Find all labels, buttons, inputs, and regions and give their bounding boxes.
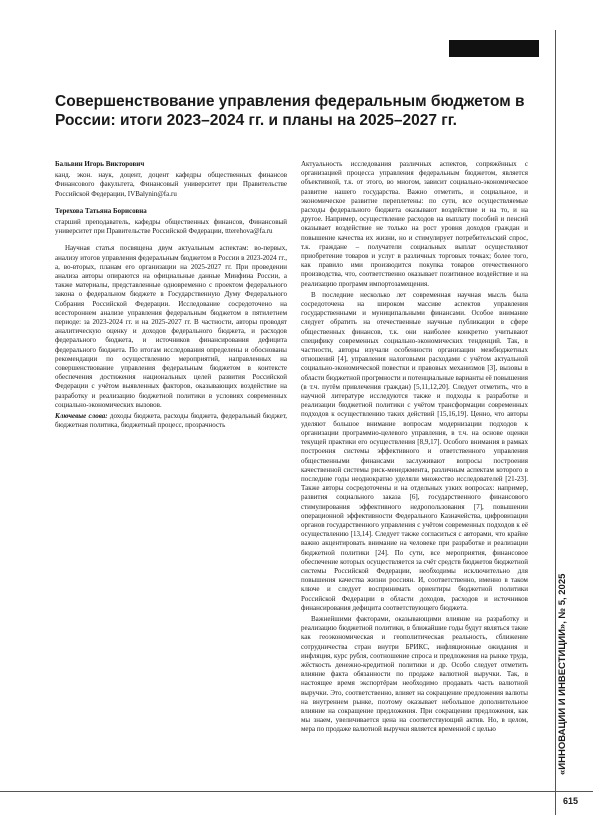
right-column (301, 160, 528, 737)
abstract: Научная статья посвящена двум актуальным аспектам: во-первых, анализу итогов управления федеральным бюджетом в России в 2023-2024 гг., а, во-вторых, планам его организации на 2025-2027 гг. При проведении анализа авторы опираются на официальные данные Минфина России, а также материалы, представленные одновременно с проектом федерального закона о федеральном бюджете в Государственную Думу Федерального Собрания Российской Федерации. Исследование сосредоточено на всестороннем анализе управления федеральным бюджетом в пятилетнем периоде: за 2023-2024 гг. и на 2025-2027 гг. В частности, авторы проводят аналитическую оценку и доходов федерального бюджета, и расходов федерального бюджета, и источников финансирования дефицита федерального бюджета. По итогам исследования определены и обоснованы рекомендации по осуществлению мероприятий, направленных на совершенствование управления федеральным бюджетом в контексте обеспечения достижения национальных целей развития Российской Федерации с учётом выявленных факторов, оказывающих воздействие на разработку и реализацию бюджетной политики в условиях современных социально-экономических вызовов. (55, 244, 287, 409)
author-affiliation: старший преподаватель, кафедры общественных финансов, Финансовый университет при Правительстве Российской Федерации, ttterehova@fa.ru (55, 218, 287, 236)
keywords (55, 412, 287, 430)
body-paragraph: Важнейшими факторами, оказывающими влияние на разработку и реализацию бюджетной политики, в ближайшие годы будут являться такие как геоэкономическая и геополитическая реальность, сближение сотрудничества стран внутри БРИКС, инфляционные ожидания и инфляция, курс рубля, соотношение спроса и предложения на рынке труда, жёсткость денежно-кредитной политики и др. Особо следует отметить влияние факта обязанности по продаже валютной выручки. Так, в настоящее время экспортёрам необходимо продавать часть валютной выручки. Это, соответственно, влияет на сокращение предложения валюты на внутреннем рынке, поэтому оказывает небольшое дополнительное влияние на сокращение предложения. При сокращении предложения, как мы знаем, увеличивается цена на соответствующий актив. Но, в целом, мера по продаже валютной выручки является временной с целью (301, 614, 528, 734)
body-paragraph: В последние несколько лет современная научная мысль была сосредоточена на широком массиве аспектов управления государственными и муниципальными финансами. Особое внимание следует обратить на отечественные научные публикации в сфере общественных финансов, т.к. они наиболее конкретно учитывают специфику современных социально-экономических тенденций. Так, в частности, авторы изучали особенности организации межбюджетных отношений [4], управления налоговыми расходами с учётом актуальной социально-экономической повестки и правовых механизмов [3], вызовы в области бюджетной прогрмности и потенциальные варианты её повышения (в т.ч. путём привлечения граждан) [5,11,12,20]. Следует отметить, что в научной литературе исследуются также и подходы к разработке и реализации бюджетной политики с учётом трансформации современных подходов к осуществлению таких действий [15,16,19]. Ценно, что авторы уделяют большое внимание вопросам модернизации подходов к организации программно-целевого управления, в т.ч. на основе оценки текущей практики его осуществления [8,9,17]. Особого внимания в рамках построения системы эффективного и ответственного управления общественными финансами заслуживают вопросы построения качественной системы риск-менеджмента, различным аспектам которого в последние годы неоднократно уделяли множество исследователей [21-23]. Также авторы сосредоточены и на отдельных узких вопросах: например, развития социального заказа [6], государственного финансового стимулирования эффективного недропользования [7], повышении операционной эффективности Федерального Казначейства, цифровизации органов государственного управления с учётом современных подходов к её осуществлению [13,14]. Следует также согласиться с авторами, что крайне важно акцентировать внимание на человеке при разработке и реализации бюджетной политики [24]. По сути, все мероприятия, финансовое обеспечение которых осуществляется за счёт средств бюджетов бюджетной системы Российской Федерации, необходимы исключительно для повышения качества жизни россиян. И, соответственно, именно в таком ключе и следует воспринимать ориентиры бюджетной политики Российской Федерации в области доходов, расходов и источников финансирования дефицита соответствующего бюджета. (301, 290, 528, 612)
left-column (55, 160, 287, 432)
keywords-label: Ключевые слова: (55, 412, 108, 421)
author-name: Бальвин Игорь Викторович (55, 160, 145, 168)
keywords-text: доходы бюджета, расходы бюджета, федеральный бюджет, бюджетная политика, бюджетный процесс, прозрачность (55, 412, 288, 430)
page-number: 615 (563, 796, 579, 806)
author-affiliation: канд. экон. наук, доцент, доцент кафедры общественных финансов Финансового факультета, Финансовый университет при Правительстве Российской Федерации, IVBalynin@fa.ru (55, 171, 287, 198)
header-black-bar (449, 40, 539, 57)
article-title: Совершенствование управления федеральным бюджетом в России: итоги 2023–2024 гг. и планы на 2025–2027 гг. (55, 93, 525, 129)
author-name: Терехова Татьяна Борисовна (55, 206, 147, 215)
body-paragraph: Актуальность исследования различных аспектов, сопряжённых с организацией процесса управления федеральным бюджетом, является объективной, т.к. от этого, во многом, зависит социально-экономическое развитие нашего государства. Важно отметить, и социальное, и экономическое развитие переплетены: по сути, все осуществляемые расходы федерального бюджета оказывают воздействие и на то, и на другое. Например, осуществление расходов на выплату пособий и пенсий оказывает воздействие не только на рост уровня доходов граждан и повышение качества их жизни, но и стимулирует потребительский спрос, т.к. граждане – получатели социальных выплат осуществляют приобретение товаров и услуг в различных торговых точках; более того, как правило ими производится покупка товаров отечественного производства, что, соответственно оказывает позитивное воздействие и на реализацию программ импортозамещения. (301, 160, 528, 288)
journal-running-head: «ИННОВАЦИИ И ИНВЕСТИЦИИ», № 5, 2025 (557, 573, 568, 775)
footer-divider (0, 791, 593, 792)
margin-divider (555, 30, 556, 815)
